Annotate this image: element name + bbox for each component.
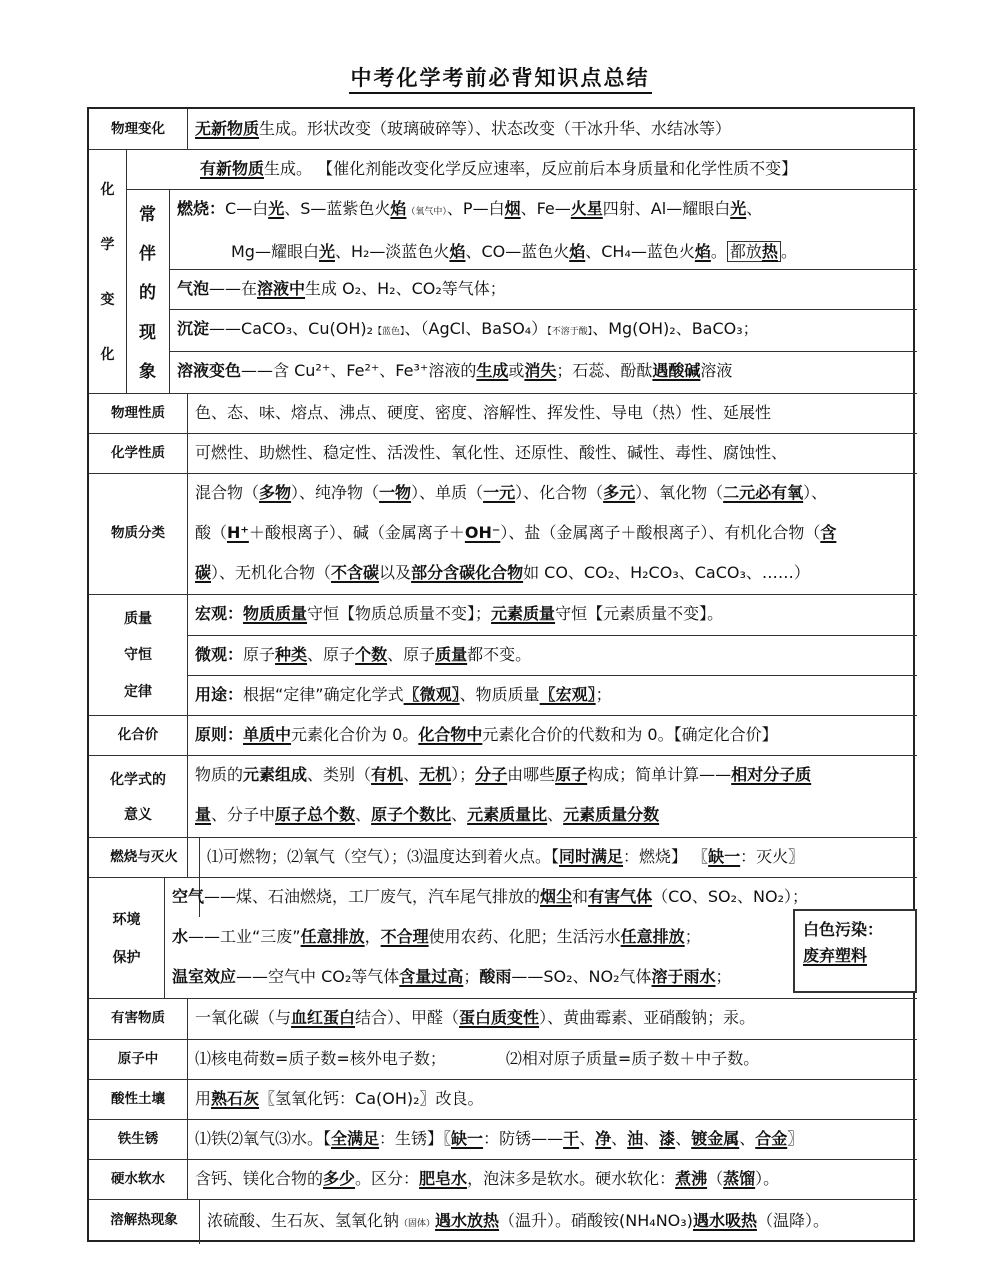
content-physical-properties: 色、态、味、熔点、沸点、硬度、密度、溶解性、挥发性、导电（热）性、延展性 (195, 403, 772, 422)
content-bubbles: 气泡——在溶液中生成 O₂、H₂、CO₂等气体； (177, 279, 506, 298)
label-atom: 原子中 (117, 1050, 159, 1067)
content-dissolution-heat: 浓硫酸、生石灰、氢氧化钠（固体）遇水放热（温升）。硝酸铵(NH₄NO₃)遇水吸热（温降）。 (207, 1211, 829, 1230)
label-combustion: 燃烧与灭火 (110, 848, 178, 865)
label-physical-change: 物理变化 (111, 120, 165, 137)
label-conservation-of-mass: 质量 守恒 定律 (124, 611, 152, 700)
label-hard-water: 硬水软水 (111, 1170, 165, 1187)
content-usage: 用途：根据“定律”确定化学式〖微观〗、物质质量〖宏观〗； (195, 685, 612, 704)
label-dissolution-heat: 溶解热现象 (110, 1212, 178, 1229)
content-macro: 宏观：物质质量守恒【物质总质量不变】；元素质量守恒【元素质量不变】。 (195, 604, 724, 623)
heat-release-box: 都放热 (727, 241, 781, 262)
content-rust: ⑴铁⑵氧气⑶水。【全满足：生锈】〖缺一：防锈——干、净、油、漆、镀金属、合金〗 (195, 1129, 804, 1148)
content-precipitate: 沉淀——CaCO₃、Cu(OH)₂【蓝色】、（AgCl、BaSO₄）【不溶于酸】、Mg(OH)₂、BaCO₃； (177, 319, 759, 338)
label-physical-properties: 物理性质 (111, 404, 165, 421)
content-physical-change: 无新物质生成。形状改变（玻璃破碎等）、状态改变（干冰升华、水结冰等） (195, 119, 732, 138)
content-chemical-change-intro: 有新物质生成。 【催化剂能改变化学反应速率，反应前后本身质量和化学性质不变】 (200, 159, 798, 178)
content-hard-water: 含钙、镁化合物的多少。区分：肥皂水，泡沫多是软水。硬水软化：煮沸（蒸馏）。 (195, 1169, 780, 1188)
label-harmful: 有害物质 (111, 1010, 165, 1027)
label-formula-meaning: 化学式的 意义 (110, 771, 166, 823)
content-micro: 微观：原子种类、原子个数、原子质量都不变。 (195, 645, 532, 664)
white-pollution-callout: 白色污染： 废弃塑料 (793, 909, 917, 993)
content-chemical-properties: 可燃性、助燃性、稳定性、活泼性、氧化性、还原性、酸性、碱性、毒性、腐蚀性、 (195, 443, 788, 462)
content-solution-color: 溶液变色——含 Cu²⁺、Fe²⁺、Fe³⁺溶液的生成或消失；石蕊、酚酞遇酸碱溶液 (177, 361, 733, 380)
label-rust: 铁生锈 (117, 1130, 159, 1147)
knowledge-table (87, 107, 915, 1242)
content-burning: 燃烧：C—白光、S—蓝紫色火焰（氧气中）、P—白烟、Fe—火星四射、Al—耀眼白光、 Mg—耀眼白光、H₂—淡蓝色火焰、CO—蓝色火焰、CH₄—蓝色火焰。 都放热 。 (177, 199, 797, 261)
label-chemical-properties: 化学性质 (111, 444, 165, 461)
content-valence: 原则：单质中元素化合价为 0。化合物中元素化合价的代数和为 0。【确定化合价】 (195, 725, 778, 744)
content-atom: ⑴核电荷数=质子数=核外电子数； ⑵相对原子质量=质子数＋中子数。 (195, 1049, 760, 1068)
content-harmful: 一氧化碳（与血红蛋白结合）、甲醛（蛋白质变性）、黄曲霉素、亚硝酸钠；汞。 (195, 1008, 756, 1027)
content-formula-meaning: 物质的元素组成、类别（有机、无机）；分子由哪些原子构成；简单计算——相对分子质 量、分子中原子总个数、原子个数比、元素质量比、元素质量分数 (195, 765, 812, 824)
label-valence: 化合价 (117, 726, 159, 743)
content-classification: 混合物（多物）、纯净物（一物）、单质（一元）、化合物（多元）、氧化物（二元必有氧）、 酸（H⁺＋酸根离子）、碱（金属离子＋OH⁻）、盐（金属离子＋酸根离子）、有机化合物（含 碳）、无机化合物（不含碳以及部分含碳化合物如 CO、CO₂、H₂CO₃、CaCO₃、……） (195, 483, 837, 582)
label-acid-soil: 酸性土壤 (111, 1090, 165, 1107)
label-accompanying-phenomena: 常 伴 的 现 象 (139, 205, 156, 382)
content-acid-soil: 用熟石灰〖氢氧化钙：Ca(OH)₂〗改良。 (195, 1089, 484, 1108)
page-title: 中考化学考前必背知识点总结 (0, 62, 1000, 92)
label-classification: 物质分类 (111, 525, 165, 542)
label-chemical-change: 化 学 变 化 (100, 181, 115, 363)
content-combustion: ⑴可燃物；⑵氧气（空气）；⑶温度达到着火点。【同时满足：燃烧】 〖缺一：灭火〗 (207, 847, 805, 866)
content-environment: 空气——煤、石油燃烧，工厂废气，汽车尾气排放的烟尘和有害气体（CO、SO₂、NO₂）； 水——工业“三废”任意排放，不合理使用农药、化肥；生活污水任意排放； 温室效应——空气中 CO₂等气体含量过高；酸雨——SO₂、NO₂气体溶于雨水； (172, 887, 808, 986)
label-environment: 环境 保护 (112, 911, 141, 966)
